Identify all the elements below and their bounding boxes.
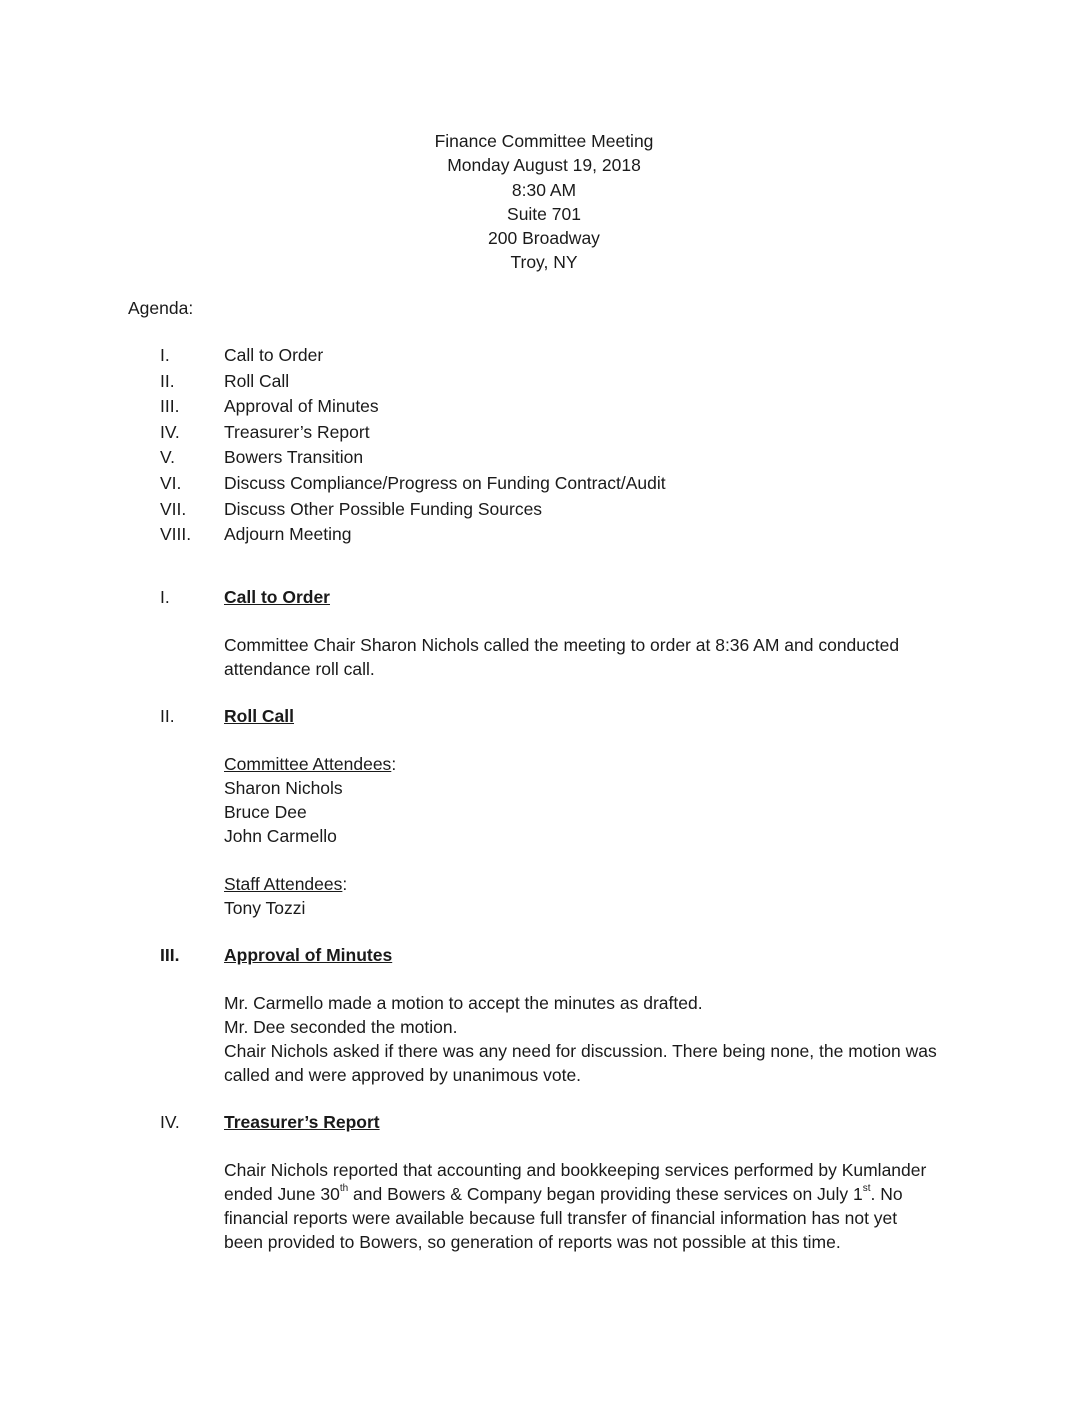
agenda-item-number: VII. — [160, 498, 187, 519]
agenda-item-number: II. — [160, 370, 175, 391]
agenda-item — [160, 394, 960, 420]
label-colon: : — [342, 874, 348, 894]
section-title: Treasurer’s Report — [224, 1112, 380, 1132]
meeting-suite: Suite 701 — [507, 203, 581, 224]
text-fragment: and Bowers & Company began providing these services on July 1 — [348, 1184, 863, 1204]
section-body — [224, 633, 964, 681]
agenda-item — [160, 497, 960, 523]
meeting-header — [0, 129, 1088, 275]
section-body — [224, 1158, 964, 1254]
agenda-label: Agenda: — [128, 298, 194, 318]
agenda-item — [160, 369, 960, 395]
agenda-item-number: I. — [160, 345, 170, 365]
section-approval-of-minutes — [160, 943, 980, 1087]
body-line: called and were approved by unanimous vote. — [224, 1065, 582, 1085]
staff-attendees-label: Staff Attendees — [224, 874, 343, 894]
agenda-item — [160, 471, 960, 497]
committee-attendees-heading — [224, 752, 964, 776]
meeting-street: 200 Broadway — [488, 228, 600, 249]
section-number: I. — [160, 587, 170, 607]
body-line: been provided to Bowers, so generation of reports was not possible at this time. — [224, 1232, 841, 1252]
committee-attendees-label: Committee Attendees — [224, 754, 392, 774]
section-call-to-order — [160, 585, 980, 681]
agenda-item-number: VI. — [160, 472, 182, 493]
attendee-name: John Carmello — [224, 826, 337, 846]
body-line: Mr. Carmello made a motion to accept the minutes as drafted. — [224, 993, 703, 1013]
ordinal-suffix: th — [339, 1183, 349, 1195]
body-line: financial reports were available because full transfer of financial information has not yet — [224, 1208, 898, 1228]
section-roll-call — [160, 704, 980, 920]
agenda-item-text: Adjourn Meeting — [224, 524, 352, 545]
section-heading — [160, 943, 980, 967]
attendee-name: Sharon Nichols — [224, 778, 343, 798]
section-body — [224, 752, 964, 920]
section-heading — [160, 1110, 980, 1134]
agenda-item-number: V. — [160, 447, 175, 468]
agenda-item-text: Treasurer’s Report — [224, 421, 370, 442]
agenda-item — [160, 522, 960, 548]
agenda-item-text: Discuss Compliance/Progress on Funding Contract/Audit — [224, 472, 666, 493]
meeting-title: Finance Committee Meeting — [434, 131, 654, 151]
section-number: II. — [160, 706, 175, 726]
section-body — [224, 991, 964, 1087]
section-heading — [160, 585, 980, 609]
body-line: Chair Nichols asked if there was any need for discussion. There being none, the motion was — [224, 1041, 937, 1061]
meeting-city: Troy, NY — [510, 252, 578, 273]
meeting-date: Monday August 19, 2018 — [447, 155, 641, 176]
agenda-item-number: III. — [160, 396, 180, 417]
agenda-item-text: Roll Call — [224, 370, 290, 391]
body-line: Mr. Dee seconded the motion. — [224, 1017, 458, 1037]
body-line: Committee Chair Sharon Nichols called the meeting to order at 8:36 AM and conducted — [224, 635, 900, 655]
attendee-name: Tony Tozzi — [224, 898, 306, 918]
meeting-time: 8:30 AM — [511, 179, 577, 200]
section-number: IV. — [160, 1112, 180, 1132]
attendee-name: Bruce Dee — [224, 802, 307, 822]
body-line: Chair Nichols reported that accounting and bookkeeping services performed by Kumlander — [224, 1160, 927, 1180]
agenda-item — [160, 343, 960, 369]
section-heading — [160, 704, 980, 728]
section-title: Approval of Minutes — [224, 945, 393, 965]
section-treasurers-report — [160, 1110, 980, 1254]
section-number: III. — [160, 945, 180, 965]
agenda-item-text: Discuss Other Possible Funding Sources — [224, 498, 543, 519]
agenda-item-text: Call to Order — [224, 345, 324, 365]
body-line: attendance roll call. — [224, 659, 375, 679]
agenda-item — [160, 420, 960, 446]
agenda-item-number: VIII. — [160, 524, 192, 545]
section-title: Roll Call — [224, 706, 295, 726]
agenda-item-text: Bowers Transition — [224, 447, 364, 468]
agenda-list — [160, 343, 960, 548]
agenda-item — [160, 445, 960, 471]
text-fragment: ended June 30 — [224, 1184, 340, 1204]
body-line — [224, 1182, 964, 1206]
agenda-item-text: Approval of Minutes — [224, 396, 379, 417]
ordinal-suffix: st — [862, 1183, 871, 1195]
label-colon: : — [391, 754, 397, 774]
section-title: Call to Order — [224, 587, 330, 607]
staff-attendees-heading — [224, 872, 964, 896]
text-fragment: . No — [870, 1184, 903, 1204]
agenda-item-number: IV. — [160, 421, 180, 442]
